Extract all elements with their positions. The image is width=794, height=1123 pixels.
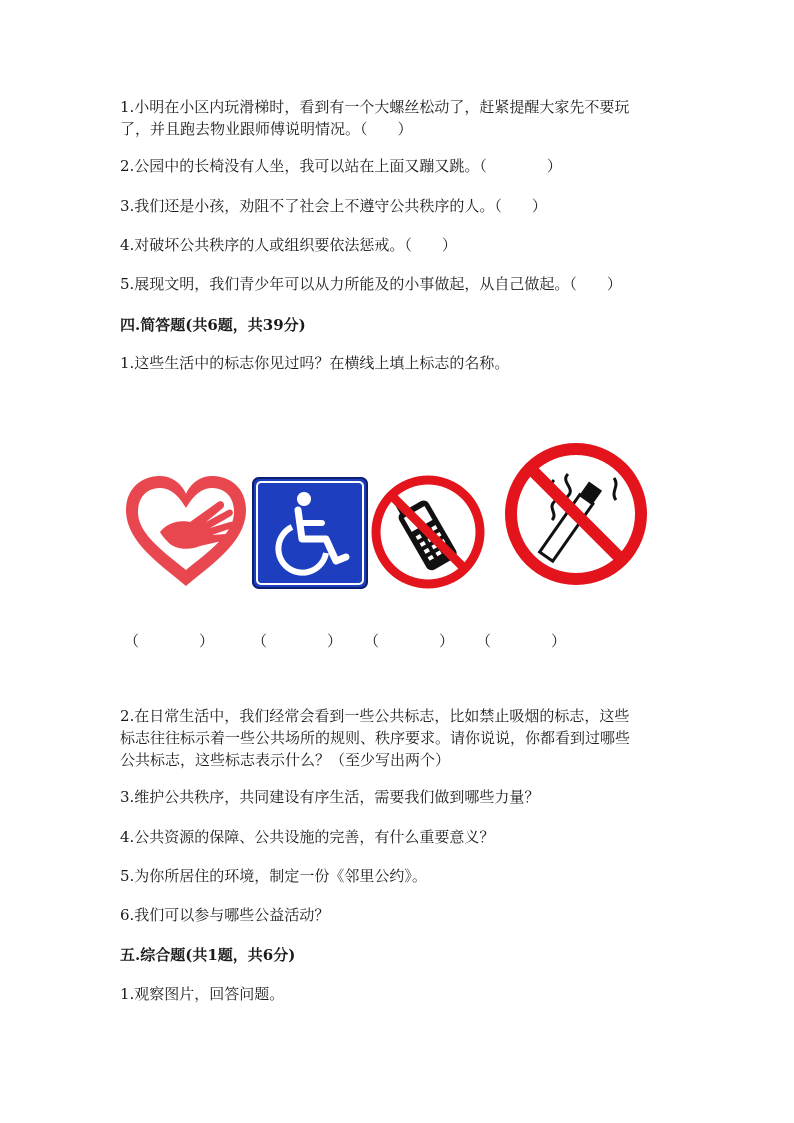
section-5-title: 五.综合题(共1题，共6分): [120, 946, 296, 964]
judgment-item-3: 3.我们还是小孩，劝阻不了社会上不遵守公共秩序的人。（ ）: [120, 197, 547, 215]
judgment-item-2: 2.公园中的长椅没有人坐，我可以站在上面又蹦又跳。（ ）: [120, 157, 562, 175]
section-4-question-6: 6.我们可以参与哪些公益活动？: [120, 906, 330, 924]
section-4-question-4: 4.公共资源的保障、公共设施的完善，有什么重要意义？: [120, 828, 495, 846]
section-4-question-1: 1.这些生活中的标志你见过吗？在横线上填上标志的名称。: [120, 354, 510, 372]
judgment-item-4: 4.对破坏公共秩序的人或组织要依法惩戒。（ ）: [120, 236, 457, 254]
no-mobile-phone-icon: [370, 474, 486, 590]
section-4-title: 四.简答题(共6题，共39分): [120, 316, 306, 334]
section-4-question-2-line-2: 标志往往标示着一些公共场所的规则、秩序要求。请你说说，你都看到过哪些: [120, 729, 631, 747]
judgment-item-1-line-2: 了，并且跑去物业跟师傅说明情况。（ ）: [120, 120, 413, 138]
judgment-item-1-line-1: 1.小明在小区内玩滑梯时，看到有一个大螺丝松动了，赶紧提醒大家先不要玩: [120, 98, 630, 116]
section-5-question-1: 1.观察图片，回答问题。: [120, 985, 285, 1003]
sign-3-answer-blank[interactable]: （ ）: [364, 632, 455, 650]
wheelchair-accessible-icon: [252, 477, 368, 589]
section-4-question-2-line-3: 公共标志，这些标志表示什么？（至少写出两个）: [120, 751, 451, 769]
judgment-item-5: 5.展现文明，我们青少年可以从力所能及的小事做起，从自己做起。（ ）: [120, 275, 622, 293]
section-4-question-2-line-1: 2.在日常生活中，我们经常会看到一些公共标志，比如禁止吸烟的标志，这些: [120, 707, 630, 725]
section-4-question-5: 5.为你所居住的环境，制定一份《邻里公约》。: [120, 867, 427, 885]
sign-2-answer-blank[interactable]: （ ）: [252, 632, 343, 650]
sign-4-answer-blank[interactable]: （ ）: [476, 632, 567, 650]
section-4-question-3: 3.维护公共秩序，共同建设有序生活，需要我们做到哪些力量？: [120, 788, 540, 806]
sign-1-answer-blank[interactable]: （ ）: [124, 632, 215, 650]
volunteer-heart-hand-icon: [120, 472, 252, 592]
no-smoking-icon: [502, 440, 650, 588]
